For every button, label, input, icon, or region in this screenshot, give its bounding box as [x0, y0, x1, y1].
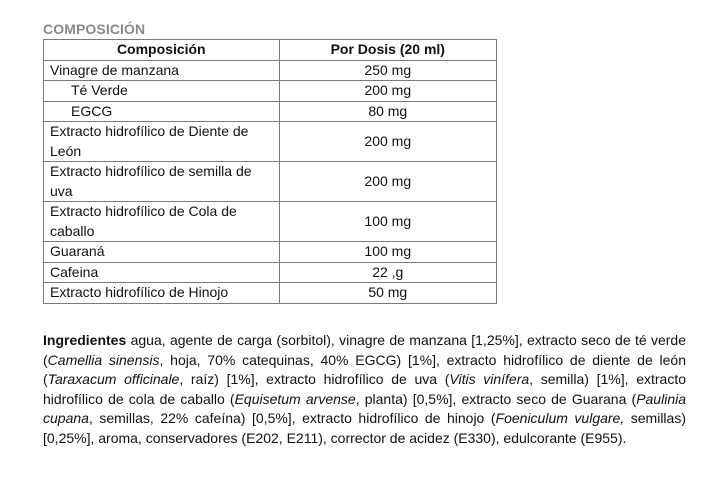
latin-name: Equisetum arvense	[234, 390, 356, 407]
ingredients-text: , raíz) [1%], extracto hidrofílico de uva (	[179, 371, 450, 388]
section-title: COMPOSICIÓN	[43, 21, 146, 37]
ingredient-name: Vinagre de manzana	[44, 60, 280, 81]
column-header-dose: Por Dosis (20 ml)	[279, 40, 496, 61]
ingredient-name: Té Verde	[44, 81, 280, 102]
ingredients-text: , hoja, 70% catequinas, 40% EGCG) [1%], extracto hidrofílico de diente de león (	[43, 351, 686, 388]
ingredient-dose: 100 mg	[279, 242, 496, 263]
ingredient-dose: 80 mg	[279, 101, 496, 122]
ingredient-dose: 100 mg	[279, 202, 496, 242]
ingredients-text: agua, agente de carga (sorbitol), vinagre de manzana [1,25%], extracto seco de té verde (	[43, 332, 686, 368]
ingredient-dose: 250 mg	[279, 60, 496, 81]
ingredient-dose: 200 mg	[279, 81, 496, 102]
ingredients-text: , semilla) [1%], extracto hidrofílico de cola de caballo (	[43, 371, 686, 407]
latin-name: Vitis vinífera	[449, 371, 530, 388]
column-header-composition: Composición	[44, 40, 280, 61]
ingredient-dose: 50 mg	[279, 283, 496, 304]
table-row	[44, 283, 497, 304]
ingredient-name: Extracto hidrofílico de Hinojo	[44, 283, 280, 304]
ingredient-name: Extracto hidrofílico de Diente de León	[44, 122, 280, 162]
table-row	[44, 81, 497, 102]
ingredients-paragraph	[43, 331, 686, 449]
ingredient-name: Guaraná	[44, 242, 280, 263]
latin-name: Taraxacum officinale	[47, 371, 180, 388]
table-row	[44, 202, 497, 242]
table-header-row	[44, 40, 497, 61]
table-row	[44, 101, 497, 122]
ingredient-dose: 200 mg	[279, 162, 496, 202]
latin-name: Camellia sinensis	[47, 351, 160, 368]
ingredient-name: Extracto hidrofílico de semilla de uva	[44, 162, 280, 202]
ingredient-name: EGCG	[44, 101, 280, 122]
table-row	[44, 262, 497, 283]
ingredient-name: Cafeina	[44, 262, 280, 283]
latin-name: Paulinia cupana	[43, 390, 687, 427]
table-row	[44, 242, 497, 263]
table-row	[44, 162, 497, 202]
ingredient-name: Extracto hidrofílico de Cola de caballo	[44, 202, 280, 242]
table-row	[44, 122, 497, 162]
ingredients-text: semillas) [0,25%], aroma, conservadores (E202, E211), corrector de acidez (E330), edulcorante (E955).	[43, 410, 686, 446]
ingredients-text: , planta) [0,5%], extracto seco de Guarana (	[355, 390, 637, 407]
latin-name: Foeniculum vulgare,	[495, 410, 625, 427]
ingredients-text: , semillas, 22% cafeína) [0,5%], extracto hidrofílico de hinojo (	[88, 410, 496, 427]
table-row	[44, 60, 497, 81]
ingredient-dose: 22 ,g	[279, 262, 496, 283]
ingredients-label: Ingredientes	[43, 332, 127, 348]
composition-table	[43, 39, 497, 304]
ingredient-dose: 200 mg	[279, 122, 496, 162]
